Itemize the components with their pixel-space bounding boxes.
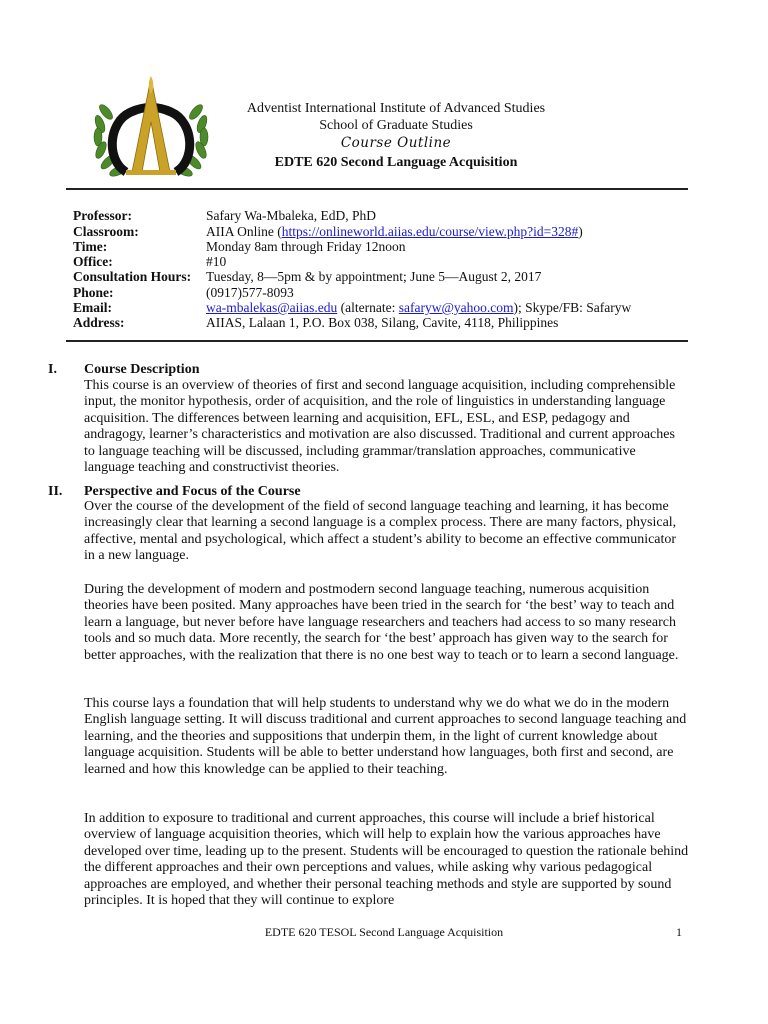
info-office	[73, 254, 688, 270]
info-classroom	[73, 224, 688, 240]
classroom-suffix: )	[578, 224, 583, 239]
email-suffix: ); Skype/FB: Safaryw	[513, 300, 632, 315]
school-name: School of Graduate Studies	[319, 118, 473, 133]
section-number: II.	[48, 484, 63, 499]
perspective-paragraph: In addition to exposure to traditional and current approaches, this course will include a brief historical overview of language acquisition theories, which will help to explain how the various approaches have developed over time, leading up to the present. Students will be encouraged to question the rationale behind the different approaches and their own perceptions and values, while asking why various pedagogical approaches are employed, and whether their personal teaching methods and style are supported by sound principles. It is hoped that they will continue to explore	[84, 811, 689, 909]
info-time	[73, 239, 688, 255]
course-title: EDTE 620 Second Language Acquisition	[274, 155, 518, 170]
info-label: Address:	[73, 315, 125, 330]
info-divider	[66, 340, 688, 342]
footer-title: EDTE 620 TESOL Second Language Acquisition	[264, 925, 504, 939]
institution-name: Adventist International Institute of Advanced Studies	[246, 101, 546, 116]
info-label: Professor:	[73, 208, 132, 223]
info-value: #10	[206, 254, 227, 269]
info-value: AIIAS, Lalaan 1, P.O. Box 038, Silang, Cavite, 4118, Philippines	[206, 315, 559, 330]
alternate-email-link[interactable]: safaryw@yahoo.com	[398, 300, 514, 315]
course-description-paragraph: This course is an overview of theories of first and second language acquisition, including comprehensible input, the monitor hypothesis, order of acquisition, and the role of linguistics in understanding language acquisition. The differences between learning and acquisition, EFL, ESL, and ESP, pedagogy and andragogy, learner’s characteristics and motivation are also discussed. Traditional and current approaches to language teaching will be discussed, including grammar/translation approaches, communicative language teaching and constructivist theories.	[84, 378, 676, 476]
classroom-prefix: AIIA Online (	[206, 224, 282, 239]
page-number: 1	[676, 925, 682, 939]
info-value	[206, 300, 631, 316]
info-label: Email:	[73, 300, 112, 315]
classroom-link[interactable]: https://onlineworld.aiias.edu/course/view.php?id=328#	[281, 224, 579, 239]
info-label: Classroom:	[73, 224, 139, 239]
info-consultation	[73, 269, 688, 285]
section-title-perspective: Perspective and Focus of the Course	[84, 484, 301, 499]
perspective-paragraph: This course lays a foundation that will help students to understand why we do what we do in the modern English language setting. It will discuss traditional and current approaches to second language teaching and learning, and the theories and suppositions that underpin them, in the light of current knowledge about language acquisition. Students will be able to better understand how languages, both first and second, are learned and how this knowledge can be applied to their teaching.	[84, 696, 687, 777]
info-value: Monday 8am through Friday 12noon	[206, 239, 406, 254]
info-label: Office:	[73, 254, 113, 269]
email-alt-prefix: (alternate:	[337, 300, 399, 315]
info-address	[73, 315, 688, 331]
info-value: (0917)577-8093	[206, 285, 294, 300]
info-label: Phone:	[73, 285, 114, 300]
header-divider	[66, 188, 688, 190]
info-value: Safary Wa-Mbaleka, EdD, PhD	[206, 208, 376, 223]
info-professor	[73, 208, 688, 224]
info-phone	[73, 285, 688, 301]
section-title-course-description: Course Description	[84, 362, 200, 377]
document-type: Course Outline	[340, 135, 452, 151]
info-value	[206, 224, 583, 240]
info-label: Time:	[73, 239, 108, 254]
email-link[interactable]: wa-mbalekas@aiias.edu	[206, 300, 338, 315]
perspective-paragraph: Over the course of the development of the field of second language teaching and learning, it has become increasingly clear that learning a second language is a complex process. There are many factors, physical, affective, mental and psychological, which affect a student’s ability to become an effective communicator in a new language.	[84, 499, 677, 564]
section-number: I.	[48, 362, 57, 377]
info-label: Consultation Hours:	[73, 269, 192, 284]
info-value: Tuesday, 8—5pm & by appointment; June 5—August 2, 2017	[206, 269, 542, 284]
perspective-paragraph: During the development of modern and postmodern second language teaching, numerous acquisition theories have been posited. Many approaches have been tried in the search for ‘the best’ way to teach and learn a language, but never before have language researchers and teachers had access to so many research tools and so much data. More recently, the search for ‘the best’ approach has given way to the search for better approaches, with the realization that there is no one best way to teach or to learn a second language.	[84, 582, 679, 663]
info-email	[73, 300, 688, 316]
